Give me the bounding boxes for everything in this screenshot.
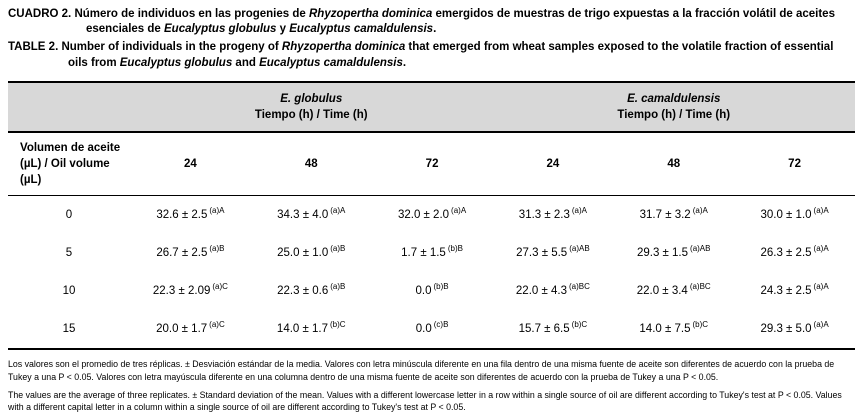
cell-superscript: (a)B bbox=[209, 244, 225, 254]
cell-value: 29.3 ± 5.0 bbox=[760, 323, 812, 336]
caption-text: Número de individuos en las progenies de bbox=[71, 8, 309, 20]
cell-superscript: (b)C bbox=[571, 320, 588, 330]
cell-superscript: (a)A bbox=[571, 206, 587, 216]
data-cell bbox=[372, 310, 493, 349]
caption-text: and bbox=[232, 56, 260, 69]
data-cell bbox=[130, 310, 251, 349]
data-cell bbox=[372, 272, 493, 310]
data-cell bbox=[734, 234, 855, 272]
data-cell bbox=[734, 196, 855, 235]
data-cell bbox=[492, 310, 613, 349]
cell-superscript: (a)A bbox=[209, 206, 225, 216]
time-col-header: 24 bbox=[492, 132, 613, 196]
table-caption-english bbox=[8, 40, 855, 70]
cell-superscript: (b)C bbox=[330, 320, 346, 330]
footnote-spanish: Los valores son el promedio de tres réplicas. ± Desviación estándar de la media. Valores con letra minúscula diferente en una fila dentro de una misma fuente de aceite son diferentes de acuerdo con la prueba de Tukey a una P < 0.05. Valores con letra mayúscula diferente en una columna dentro de una misma fuente de aceite son diferentes de acuerdo con la prueba de Tukey a una P < 0.05. bbox=[8, 359, 835, 382]
cell-value: 14.0 ± 1.7 bbox=[276, 323, 328, 336]
cell-superscript: (b)C bbox=[692, 320, 709, 330]
cell-value: 22.3 ± 0.6 bbox=[277, 285, 329, 298]
time-col-header: 24 bbox=[130, 132, 251, 196]
species-italic: Rhyzopertha dominica bbox=[281, 41, 406, 54]
cell-value: 26.7 ± 2.5 bbox=[156, 247, 208, 260]
data-cell bbox=[613, 234, 734, 272]
data-cell bbox=[251, 272, 372, 310]
table-row bbox=[8, 310, 855, 349]
volume-cell: 15 bbox=[8, 310, 130, 349]
cell-superscript: (a)AB bbox=[569, 244, 590, 254]
cell-superscript: (a)B bbox=[330, 282, 346, 292]
row-header-oil-volume: Volumen de aceite (µL) / Oil volume (µL) bbox=[8, 132, 130, 196]
cell-value: 34.3 ± 4.0 bbox=[277, 209, 329, 222]
time-header-label: Tiempo (h) / Time (h) bbox=[254, 108, 368, 121]
cell-superscript: (a)BC bbox=[568, 282, 590, 292]
cell-superscript: (a)A bbox=[813, 244, 829, 254]
cell-superscript: (a)A bbox=[451, 206, 467, 216]
cell-value: 31.3 ± 2.3 bbox=[518, 209, 570, 222]
time-col-header: 48 bbox=[613, 132, 734, 196]
table-row bbox=[8, 234, 855, 272]
data-cell bbox=[251, 234, 372, 272]
time-col-header: 72 bbox=[372, 132, 493, 196]
data-cell bbox=[492, 196, 613, 235]
species-italic: Eucalyptus globulus bbox=[119, 56, 233, 69]
data-cell bbox=[372, 234, 493, 272]
time-col-header: 48 bbox=[251, 132, 372, 196]
data-cell bbox=[492, 234, 613, 272]
data-cell bbox=[130, 234, 251, 272]
time-header-row bbox=[8, 132, 855, 196]
caption-text: Number of individuals in the progeny of bbox=[58, 41, 282, 54]
caption-text: y bbox=[276, 23, 290, 36]
cell-value: 20.0 ± 1.7 bbox=[156, 323, 208, 336]
cell-value: 26.3 ± 2.5 bbox=[760, 247, 812, 260]
data-cell bbox=[130, 272, 251, 310]
volume-cell: 5 bbox=[65, 247, 73, 260]
footnote-english: The values are the average of three replicates. ± Standard deviation of the mean. Values with a different lowercase letter in a row within a single source of oil are different according to Tukey's test at P < 0.05. Values with a different capital letter in a column within a single source of oil are different according to Tukey's test at P < 0.05. bbox=[8, 389, 842, 413]
caption-text: . bbox=[402, 56, 407, 69]
col-group-header-camaldulensis bbox=[492, 82, 855, 132]
cell-value: 0.0 bbox=[415, 285, 432, 298]
cell-superscript: (a)A bbox=[330, 206, 346, 216]
cell-value: 22.3 ± 2.09 bbox=[152, 285, 211, 298]
caption-text: emergidos de muestras de trigo expuestas a la fracción volátil de aceites esenciales de bbox=[86, 8, 835, 36]
cell-superscript: (a)A bbox=[813, 320, 829, 330]
cell-value: 0.0 bbox=[415, 323, 432, 336]
species-italic: Eucalyptus camaldulensis bbox=[259, 56, 403, 69]
data-cell bbox=[251, 310, 372, 349]
cell-value: 31.7 ± 3.2 bbox=[639, 209, 691, 222]
cell-value: 14.0 ± 7.5 bbox=[639, 323, 691, 336]
caption-label-en: TABLE 2. bbox=[8, 41, 59, 54]
cell-value: 25.0 ± 1.0 bbox=[277, 247, 329, 260]
time-header-label: Tiempo (h) / Time (h) bbox=[617, 108, 731, 121]
data-cell bbox=[734, 310, 855, 349]
data-cell bbox=[130, 196, 251, 235]
cell-superscript: (a)C bbox=[212, 282, 228, 292]
col-group-header-globulus bbox=[130, 82, 492, 132]
cell-superscript: (a)B bbox=[330, 244, 346, 254]
cell-superscript: (a)A bbox=[813, 206, 829, 216]
species-header-row bbox=[8, 82, 855, 132]
cell-superscript: (b)B bbox=[433, 282, 449, 292]
volume-cell: 0 bbox=[65, 209, 73, 222]
cell-superscript: (a)AB bbox=[690, 244, 711, 254]
cell-value: 15.7 ± 6.5 bbox=[518, 323, 570, 336]
corner-cell bbox=[8, 82, 130, 132]
cell-superscript: (b)B bbox=[447, 244, 463, 254]
data-cell bbox=[492, 272, 613, 310]
cell-value: 22.0 ± 4.3 bbox=[515, 285, 567, 298]
volume-cell: 10 bbox=[62, 285, 76, 298]
table-row bbox=[8, 196, 855, 235]
cell-superscript: (c)B bbox=[433, 320, 449, 330]
species-italic: Rhyzopertha dominica bbox=[308, 8, 433, 20]
cell-superscript: (a)C bbox=[209, 320, 225, 330]
time-col-header: 72 bbox=[734, 132, 855, 196]
table-caption-spanish bbox=[8, 7, 855, 37]
data-cell bbox=[613, 310, 734, 349]
results-table bbox=[8, 81, 855, 350]
cell-value: 32.6 ± 2.5 bbox=[156, 209, 208, 222]
cell-value: 32.0 ± 2.0 bbox=[397, 209, 450, 222]
data-cell bbox=[251, 196, 372, 235]
species-italic: Eucalyptus camaldulensis bbox=[289, 23, 434, 36]
data-cell bbox=[613, 272, 734, 310]
species-name-camaldulensis: E. camaldulensis bbox=[627, 92, 721, 105]
cell-value: 22.0 ± 3.4 bbox=[636, 285, 688, 298]
cell-superscript: (a)A bbox=[692, 206, 708, 216]
cell-value: 27.3 ± 5.5 bbox=[516, 247, 568, 260]
cell-value: 1.7 ± 1.5 bbox=[401, 247, 446, 260]
caption-text: . bbox=[433, 23, 437, 36]
data-cell bbox=[372, 196, 493, 235]
table-row bbox=[8, 272, 855, 310]
caption-text: that emerged from wheat samples exposed to the volatile fraction of essential oils from bbox=[68, 41, 834, 69]
data-cell bbox=[613, 196, 734, 235]
data-cell bbox=[734, 272, 855, 310]
cell-value: 30.0 ± 1.0 bbox=[760, 209, 812, 222]
cell-superscript: (a)BC bbox=[689, 282, 711, 292]
species-italic: Eucalyptus globulus bbox=[164, 23, 277, 36]
cell-value: 24.3 ± 2.5 bbox=[760, 285, 812, 298]
species-name-globulus: E. globulus bbox=[280, 92, 343, 105]
cell-value: 29.3 ± 1.5 bbox=[636, 247, 689, 260]
cell-superscript: (a)A bbox=[813, 282, 829, 292]
caption-label-es: CUADRO 2. bbox=[8, 8, 72, 20]
